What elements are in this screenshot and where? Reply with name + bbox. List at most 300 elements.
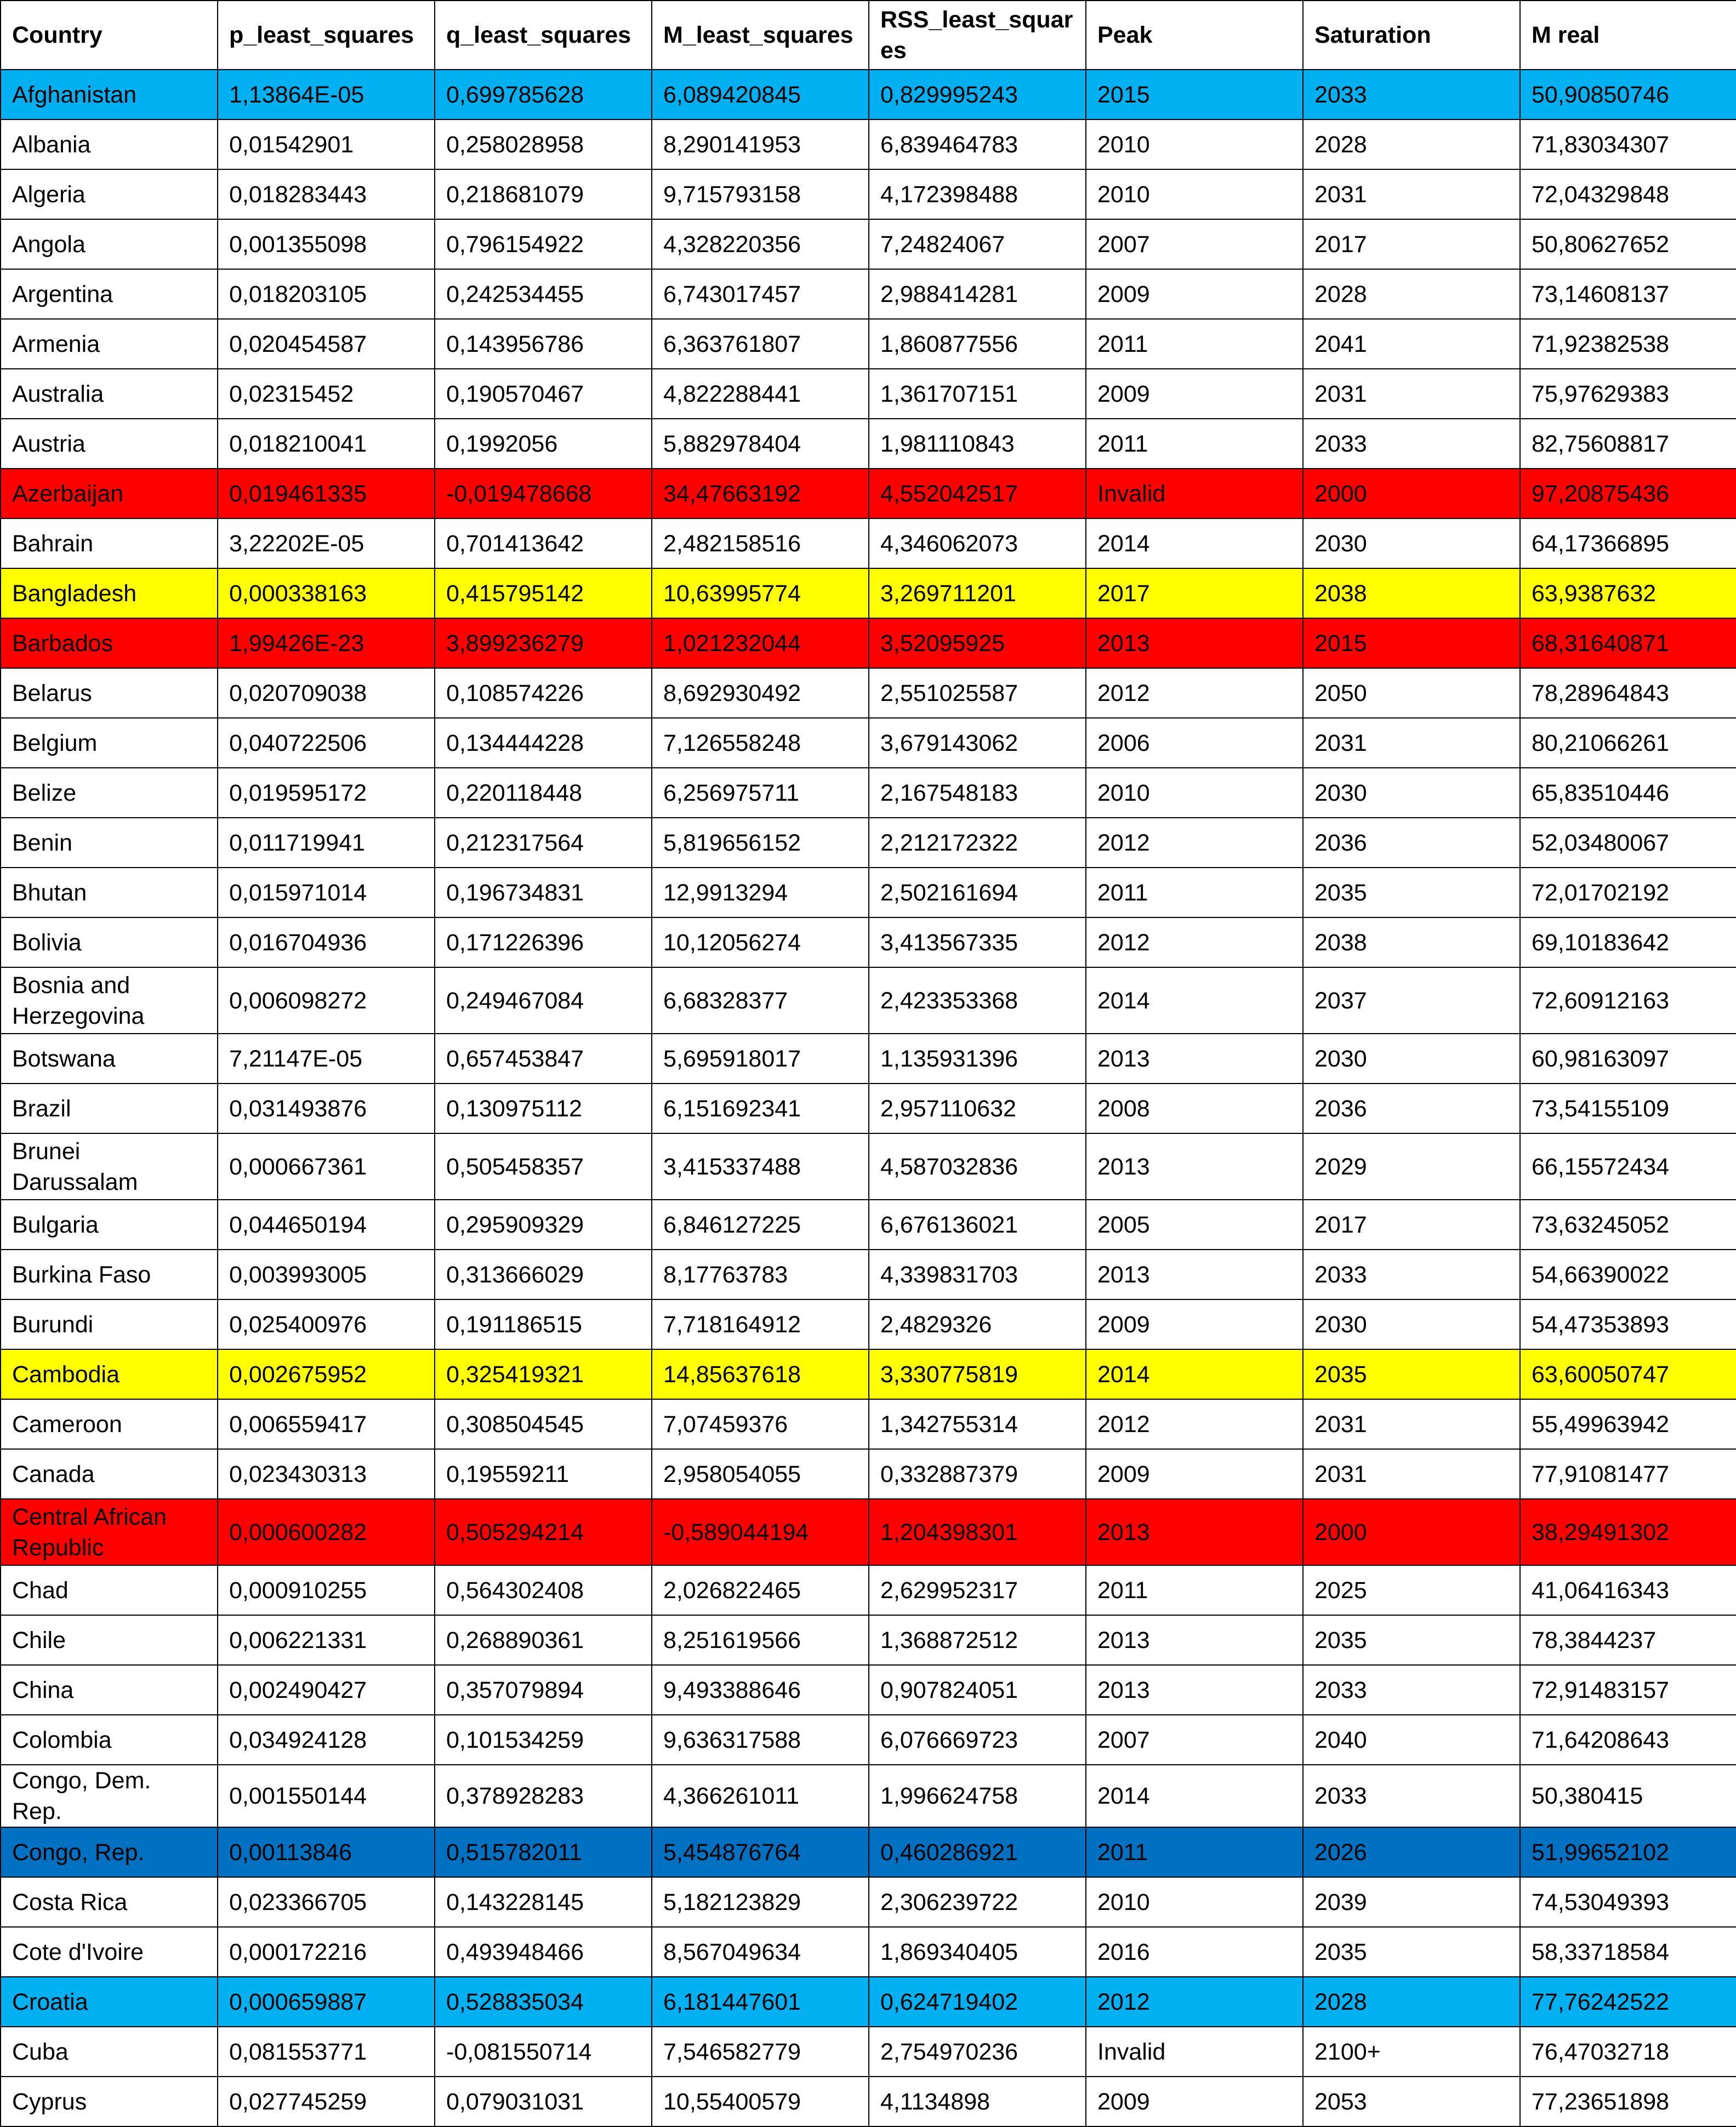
cell-m-least-squares: 8,692930492 — [652, 668, 869, 718]
cell-m-least-squares: 6,256975711 — [652, 768, 869, 818]
cell-peak: 2007 — [1086, 219, 1303, 269]
cell-p-least-squares: 0,040722506 — [218, 718, 435, 768]
cell-saturation: 2040 — [1303, 1715, 1520, 1765]
table-row — [1, 269, 1736, 319]
cell-q-least-squares: 0,701413642 — [435, 518, 652, 568]
cell-m-least-squares: 10,63995774 — [652, 568, 869, 618]
cell-rss-least-squares: 2,629952317 — [869, 1565, 1086, 1615]
cell-q-least-squares: 3,899236279 — [435, 618, 652, 668]
cell-q-least-squares: 0,325419321 — [435, 1349, 652, 1399]
cell-m-real: 71,83034307 — [1520, 119, 1736, 169]
cell-rss-least-squares: 6,676136021 — [869, 1200, 1086, 1250]
cell-m-least-squares: 6,363761807 — [652, 319, 869, 369]
column-header-rss-least-squares: RSS_least_squares — [869, 1, 1086, 70]
cell-p-least-squares: 0,018283443 — [218, 169, 435, 219]
cell-country: Burkina Faso — [1, 1250, 218, 1299]
cell-peak: 2012 — [1086, 818, 1303, 868]
cell-saturation: 2030 — [1303, 768, 1520, 818]
cell-m-least-squares: 6,089420845 — [652, 70, 869, 119]
cell-m-real: 64,17366895 — [1520, 518, 1736, 568]
cell-saturation: 2029 — [1303, 1133, 1520, 1200]
cell-q-least-squares: 0,357079894 — [435, 1665, 652, 1715]
cell-q-least-squares: 0,505458357 — [435, 1133, 652, 1200]
cell-m-least-squares: 5,454876764 — [652, 1827, 869, 1877]
cell-saturation: 2000 — [1303, 1499, 1520, 1565]
cell-saturation: 2033 — [1303, 1765, 1520, 1827]
cell-p-least-squares: 0,011719941 — [218, 818, 435, 868]
cell-p-least-squares: 0,081553771 — [218, 2027, 435, 2077]
cell-q-least-squares: 0,19559211 — [435, 1449, 652, 1499]
cell-peak: Invalid — [1086, 469, 1303, 518]
cell-p-least-squares: 0,016704936 — [218, 917, 435, 967]
cell-saturation: 2000 — [1303, 469, 1520, 518]
column-header-q-least-squares: q_least_squares — [435, 1, 652, 70]
cell-m-least-squares: 10,12056274 — [652, 917, 869, 967]
cell-country: Croatia — [1, 1977, 218, 2027]
column-header-peak: Peak — [1086, 1, 1303, 70]
cell-saturation: 2100+ — [1303, 2027, 1520, 2077]
table-row — [1, 818, 1736, 868]
cell-peak: 2009 — [1086, 1299, 1303, 1349]
cell-saturation: 2017 — [1303, 219, 1520, 269]
cell-rss-least-squares: 1,996624758 — [869, 1765, 1086, 1827]
cell-p-least-squares: 0,01542901 — [218, 119, 435, 169]
cell-saturation: 2028 — [1303, 269, 1520, 319]
cell-p-least-squares: 0,000338163 — [218, 568, 435, 618]
cell-m-least-squares: 8,290141953 — [652, 119, 869, 169]
table-row — [1, 1349, 1736, 1399]
cell-m-least-squares: 6,68328377 — [652, 967, 869, 1034]
cell-peak: 2012 — [1086, 1977, 1303, 2027]
cell-country: Armenia — [1, 319, 218, 369]
cell-q-least-squares: -0,081550714 — [435, 2027, 652, 2077]
cell-p-least-squares: 0,006221331 — [218, 1615, 435, 1665]
cell-rss-least-squares: 6,076669723 — [869, 1715, 1086, 1765]
table-row — [1, 369, 1736, 419]
cell-m-least-squares: 4,822288441 — [652, 369, 869, 419]
cell-saturation: 2035 — [1303, 868, 1520, 917]
table-row — [1, 1250, 1736, 1299]
table-row — [1, 1449, 1736, 1499]
cell-m-least-squares: 9,636317588 — [652, 1715, 869, 1765]
cell-peak: 2011 — [1086, 419, 1303, 469]
cell-country: Burundi — [1, 1299, 218, 1349]
table-body — [1, 70, 1736, 2126]
cell-m-least-squares: 2,482158516 — [652, 518, 869, 568]
cell-rss-least-squares: 4,1134898 — [869, 2077, 1086, 2126]
cell-m-real: 69,10183642 — [1520, 917, 1736, 967]
cell-m-least-squares: 7,546582779 — [652, 2027, 869, 2077]
cell-m-real: 71,64208643 — [1520, 1715, 1736, 1765]
cell-peak: 2012 — [1086, 917, 1303, 967]
cell-peak: 2005 — [1086, 1200, 1303, 1250]
cell-q-least-squares: 0,295909329 — [435, 1200, 652, 1250]
cell-country: Australia — [1, 369, 218, 419]
header-row — [1, 1, 1736, 70]
cell-q-least-squares: 0,242534455 — [435, 269, 652, 319]
cell-rss-least-squares: 4,587032836 — [869, 1133, 1086, 1200]
cell-p-least-squares: 0,044650194 — [218, 1200, 435, 1250]
cell-country: Cote d'Ivoire — [1, 1927, 218, 1977]
table-row — [1, 1665, 1736, 1715]
cell-saturation: 2041 — [1303, 319, 1520, 369]
cell-m-real: 82,75608817 — [1520, 419, 1736, 469]
cell-m-real: 63,9387632 — [1520, 568, 1736, 618]
cell-q-least-squares: 0,101534259 — [435, 1715, 652, 1765]
cell-m-least-squares: 10,55400579 — [652, 2077, 869, 2126]
cell-m-least-squares: 6,743017457 — [652, 269, 869, 319]
cell-m-least-squares: 7,126558248 — [652, 718, 869, 768]
cell-rss-least-squares: 6,839464783 — [869, 119, 1086, 169]
cell-peak: 2009 — [1086, 269, 1303, 319]
cell-m-least-squares: 8,567049634 — [652, 1927, 869, 1977]
cell-p-least-squares: 0,00113846 — [218, 1827, 435, 1877]
cell-saturation: 2030 — [1303, 1299, 1520, 1349]
cell-rss-least-squares: 4,346062073 — [869, 518, 1086, 568]
cell-rss-least-squares: 2,4829326 — [869, 1299, 1086, 1349]
cell-country: Bhutan — [1, 868, 218, 917]
cell-m-real: 72,91483157 — [1520, 1665, 1736, 1715]
cell-m-least-squares: 6,151692341 — [652, 1084, 869, 1133]
cell-rss-least-squares: 4,172398488 — [869, 169, 1086, 219]
cell-m-least-squares: 5,819656152 — [652, 818, 869, 868]
cell-m-real: 80,21066261 — [1520, 718, 1736, 768]
cell-m-real: 73,54155109 — [1520, 1084, 1736, 1133]
column-header-p-least-squares: p_least_squares — [218, 1, 435, 70]
cell-rss-least-squares: 3,269711201 — [869, 568, 1086, 618]
table-row — [1, 119, 1736, 169]
table-row — [1, 2077, 1736, 2126]
cell-p-least-squares: 0,02315452 — [218, 369, 435, 419]
cell-q-least-squares: 0,493948466 — [435, 1927, 652, 1977]
cell-rss-least-squares: 1,860877556 — [869, 319, 1086, 369]
cell-country: China — [1, 1665, 218, 1715]
cell-p-least-squares: 0,000667361 — [218, 1133, 435, 1200]
cell-saturation: 2035 — [1303, 1349, 1520, 1399]
cell-m-real: 50,90850746 — [1520, 70, 1736, 119]
cell-q-least-squares: 0,258028958 — [435, 119, 652, 169]
cell-q-least-squares: 0,191186515 — [435, 1299, 652, 1349]
table-row — [1, 518, 1736, 568]
table-row — [1, 469, 1736, 518]
cell-q-least-squares: 0,657453847 — [435, 1034, 652, 1084]
cell-country: Barbados — [1, 618, 218, 668]
cell-p-least-squares: 0,019595172 — [218, 768, 435, 818]
cell-country: Canada — [1, 1449, 218, 1499]
cell-q-least-squares: 0,218681079 — [435, 169, 652, 219]
cell-country: Bolivia — [1, 917, 218, 967]
table-row — [1, 917, 1736, 967]
table-row — [1, 768, 1736, 818]
cell-q-least-squares: 0,171226396 — [435, 917, 652, 967]
cell-p-least-squares: 0,031493876 — [218, 1084, 435, 1133]
cell-saturation: 2031 — [1303, 1449, 1520, 1499]
cell-p-least-squares: 0,018203105 — [218, 269, 435, 319]
cell-q-least-squares: 0,515782011 — [435, 1827, 652, 1877]
cell-m-least-squares: 9,715793158 — [652, 169, 869, 219]
cell-country: Central African Republic — [1, 1499, 218, 1565]
cell-country: Belarus — [1, 668, 218, 718]
cell-saturation: 2036 — [1303, 1084, 1520, 1133]
cell-saturation: 2050 — [1303, 668, 1520, 718]
table-row — [1, 1715, 1736, 1765]
cell-q-least-squares: 0,220118448 — [435, 768, 652, 818]
cell-country: Congo, Dem. Rep. — [1, 1765, 218, 1827]
cell-q-least-squares: 0,378928283 — [435, 1765, 652, 1827]
cell-peak: 2014 — [1086, 1765, 1303, 1827]
cell-p-least-squares: 0,002675952 — [218, 1349, 435, 1399]
cell-q-least-squares: 0,190570467 — [435, 369, 652, 419]
cell-m-least-squares: 5,695918017 — [652, 1034, 869, 1084]
table-row — [1, 1399, 1736, 1449]
cell-peak: 2016 — [1086, 1927, 1303, 1977]
cell-peak: 2006 — [1086, 718, 1303, 768]
cell-p-least-squares: 0,000600282 — [218, 1499, 435, 1565]
cell-p-least-squares: 0,023430313 — [218, 1449, 435, 1499]
cell-m-least-squares: 5,182123829 — [652, 1877, 869, 1927]
cell-peak: 2012 — [1086, 1399, 1303, 1449]
cell-q-least-squares: 0,699785628 — [435, 70, 652, 119]
cell-country: Argentina — [1, 269, 218, 319]
cell-q-least-squares: 0,313666029 — [435, 1250, 652, 1299]
cell-p-least-squares: 0,020709038 — [218, 668, 435, 718]
cell-rss-least-squares: 1,135931396 — [869, 1034, 1086, 1084]
cell-m-least-squares: -0,589044194 — [652, 1499, 869, 1565]
table-row — [1, 1034, 1736, 1084]
cell-peak: 2012 — [1086, 668, 1303, 718]
cell-q-least-squares: 0,143956786 — [435, 319, 652, 369]
cell-peak: 2011 — [1086, 319, 1303, 369]
cell-p-least-squares: 1,99426E-23 — [218, 618, 435, 668]
cell-saturation: 2033 — [1303, 1250, 1520, 1299]
cell-m-least-squares: 12,9913294 — [652, 868, 869, 917]
table-row — [1, 1133, 1736, 1200]
cell-m-real: 50,80627652 — [1520, 219, 1736, 269]
cell-saturation: 2035 — [1303, 1927, 1520, 1977]
cell-country: Azerbaijan — [1, 469, 218, 518]
cell-m-real: 77,91081477 — [1520, 1449, 1736, 1499]
cell-m-real: 72,60912163 — [1520, 967, 1736, 1034]
table-row — [1, 1927, 1736, 1977]
cell-peak: 2011 — [1086, 868, 1303, 917]
cell-m-real: 72,04329848 — [1520, 169, 1736, 219]
cell-rss-least-squares: 1,981110843 — [869, 419, 1086, 469]
cell-m-least-squares: 3,415337488 — [652, 1133, 869, 1200]
cell-m-real: 60,98163097 — [1520, 1034, 1736, 1084]
cell-m-least-squares: 14,85637618 — [652, 1349, 869, 1399]
cell-p-least-squares: 0,000172216 — [218, 1927, 435, 1977]
table-row — [1, 1615, 1736, 1665]
cell-q-least-squares: 0,143228145 — [435, 1877, 652, 1927]
table-row — [1, 419, 1736, 469]
cell-saturation: 2031 — [1303, 369, 1520, 419]
cell-rss-least-squares: 3,52095925 — [869, 618, 1086, 668]
cell-q-least-squares: 0,134444228 — [435, 718, 652, 768]
cell-p-least-squares: 0,027745259 — [218, 2077, 435, 2126]
cell-m-least-squares: 4,366261011 — [652, 1765, 869, 1827]
cell-peak: 2011 — [1086, 1565, 1303, 1615]
cell-peak: 2008 — [1086, 1084, 1303, 1133]
cell-peak: 2010 — [1086, 169, 1303, 219]
cell-m-real: 50,380415 — [1520, 1765, 1736, 1827]
cell-country: Bangladesh — [1, 568, 218, 618]
cell-saturation: 2031 — [1303, 169, 1520, 219]
cell-m-real: 58,33718584 — [1520, 1927, 1736, 1977]
cell-m-real: 41,06416343 — [1520, 1565, 1736, 1615]
table-row — [1, 1200, 1736, 1250]
cell-rss-least-squares: 4,339831703 — [869, 1250, 1086, 1299]
cell-rss-least-squares: 2,754970236 — [869, 2027, 1086, 2077]
cell-rss-least-squares: 2,167548183 — [869, 768, 1086, 818]
table-row — [1, 568, 1736, 618]
cell-p-least-squares: 0,018210041 — [218, 419, 435, 469]
cell-country: Colombia — [1, 1715, 218, 1765]
cell-m-least-squares: 7,07459376 — [652, 1399, 869, 1449]
table-row — [1, 668, 1736, 718]
cell-peak: 2013 — [1086, 1615, 1303, 1665]
cell-country: Bahrain — [1, 518, 218, 568]
column-header-saturation: Saturation — [1303, 1, 1520, 70]
cell-saturation: 2033 — [1303, 70, 1520, 119]
cell-peak: 2011 — [1086, 1827, 1303, 1877]
cell-q-least-squares: 0,212317564 — [435, 818, 652, 868]
cell-p-least-squares: 0,034924128 — [218, 1715, 435, 1765]
cell-p-least-squares: 0,006098272 — [218, 967, 435, 1034]
cell-m-real: 97,20875436 — [1520, 469, 1736, 518]
cell-p-least-squares: 3,22202E-05 — [218, 518, 435, 568]
cell-p-least-squares: 0,020454587 — [218, 319, 435, 369]
cell-country: Bosnia and Herzegovina — [1, 967, 218, 1034]
cell-m-real: 54,66390022 — [1520, 1250, 1736, 1299]
cell-m-real: 73,63245052 — [1520, 1200, 1736, 1250]
cell-peak: 2013 — [1086, 1133, 1303, 1200]
cell-rss-least-squares: 0,332887379 — [869, 1449, 1086, 1499]
cell-peak: 2010 — [1086, 768, 1303, 818]
cell-m-least-squares: 6,846127225 — [652, 1200, 869, 1250]
cell-saturation: 2033 — [1303, 1665, 1520, 1715]
cell-m-least-squares: 8,251619566 — [652, 1615, 869, 1665]
cell-rss-least-squares: 3,679143062 — [869, 718, 1086, 768]
cell-peak: 2010 — [1086, 119, 1303, 169]
cell-saturation: 2038 — [1303, 568, 1520, 618]
column-header-country: Country — [1, 1, 218, 70]
cell-m-least-squares: 1,021232044 — [652, 618, 869, 668]
cell-country: Angola — [1, 219, 218, 269]
cell-m-least-squares: 9,493388646 — [652, 1665, 869, 1715]
cell-peak: 2007 — [1086, 1715, 1303, 1765]
cell-m-least-squares: 2,958054055 — [652, 1449, 869, 1499]
cell-q-least-squares: 0,108574226 — [435, 668, 652, 718]
cell-saturation: 2026 — [1303, 1827, 1520, 1877]
cell-peak: 2013 — [1086, 1034, 1303, 1084]
cell-saturation: 2033 — [1303, 419, 1520, 469]
cell-q-least-squares: 0,1992056 — [435, 419, 652, 469]
table-row — [1, 169, 1736, 219]
cell-m-real: 71,92382538 — [1520, 319, 1736, 369]
cell-p-least-squares: 0,001550144 — [218, 1765, 435, 1827]
table-row — [1, 2027, 1736, 2077]
cell-country: Austria — [1, 419, 218, 469]
cell-saturation: 2053 — [1303, 2077, 1520, 2126]
cell-m-real: 77,23651898 — [1520, 2077, 1736, 2126]
cell-rss-least-squares: 3,330775819 — [869, 1349, 1086, 1399]
table-row — [1, 319, 1736, 369]
table-row — [1, 618, 1736, 668]
cell-saturation: 2028 — [1303, 1977, 1520, 2027]
cell-saturation: 2030 — [1303, 518, 1520, 568]
cell-m-real: 77,76242522 — [1520, 1977, 1736, 2027]
cell-saturation: 2031 — [1303, 1399, 1520, 1449]
column-header-m-real: M real — [1520, 1, 1736, 70]
cell-country: Albania — [1, 119, 218, 169]
cell-rss-least-squares: 2,212172322 — [869, 818, 1086, 868]
cell-m-least-squares: 7,718164912 — [652, 1299, 869, 1349]
cell-m-real: 73,14608137 — [1520, 269, 1736, 319]
cell-country: Benin — [1, 818, 218, 868]
table-row — [1, 1827, 1736, 1877]
cell-q-least-squares: 0,249467084 — [435, 967, 652, 1034]
cell-peak: 2009 — [1086, 1449, 1303, 1499]
cell-rss-least-squares: 0,624719402 — [869, 1977, 1086, 2027]
table-row — [1, 1977, 1736, 2027]
cell-q-least-squares: 0,308504545 — [435, 1399, 652, 1449]
cell-p-least-squares: 0,006559417 — [218, 1399, 435, 1449]
cell-p-least-squares: 0,000659887 — [218, 1977, 435, 2027]
table-row — [1, 219, 1736, 269]
cell-saturation: 2035 — [1303, 1615, 1520, 1665]
cell-q-least-squares: 0,268890361 — [435, 1615, 652, 1665]
cell-peak: 2013 — [1086, 1250, 1303, 1299]
cell-saturation: 2038 — [1303, 917, 1520, 967]
cell-m-least-squares: 5,882978404 — [652, 419, 869, 469]
cell-p-least-squares: 0,003993005 — [218, 1250, 435, 1299]
cell-rss-least-squares: 2,551025587 — [869, 668, 1086, 718]
cell-rss-least-squares: 1,361707151 — [869, 369, 1086, 419]
cell-country: Belgium — [1, 718, 218, 768]
cell-p-least-squares: 0,002490427 — [218, 1665, 435, 1715]
cell-q-least-squares: 0,796154922 — [435, 219, 652, 269]
cell-p-least-squares: 0,019461335 — [218, 469, 435, 518]
cell-m-least-squares: 2,026822465 — [652, 1565, 869, 1615]
cell-m-real: 63,60050747 — [1520, 1349, 1736, 1399]
cell-peak: 2009 — [1086, 2077, 1303, 2126]
cell-rss-least-squares: 3,413567335 — [869, 917, 1086, 967]
cell-m-real: 55,49963942 — [1520, 1399, 1736, 1449]
cell-country: Brazil — [1, 1084, 218, 1133]
cell-q-least-squares: 0,505294214 — [435, 1499, 652, 1565]
cell-country: Chile — [1, 1615, 218, 1665]
cell-saturation: 2028 — [1303, 119, 1520, 169]
cell-m-real: 54,47353893 — [1520, 1299, 1736, 1349]
cell-rss-least-squares: 2,306239722 — [869, 1877, 1086, 1927]
cell-saturation: 2017 — [1303, 1200, 1520, 1250]
cell-saturation: 2025 — [1303, 1565, 1520, 1615]
cell-q-least-squares: 0,564302408 — [435, 1565, 652, 1615]
cell-rss-least-squares: 2,957110632 — [869, 1084, 1086, 1133]
cell-country: Botswana — [1, 1034, 218, 1084]
table-row — [1, 1299, 1736, 1349]
cell-peak: 2014 — [1086, 967, 1303, 1034]
cell-saturation: 2030 — [1303, 1034, 1520, 1084]
cell-saturation: 2036 — [1303, 818, 1520, 868]
column-header-m-least-squares: M_least_squares — [652, 1, 869, 70]
cell-m-real: 38,29491302 — [1520, 1499, 1736, 1565]
cell-peak: 2009 — [1086, 369, 1303, 419]
cell-m-real: 51,99652102 — [1520, 1827, 1736, 1877]
cell-m-least-squares: 8,17763783 — [652, 1250, 869, 1299]
cell-p-least-squares: 0,001355098 — [218, 219, 435, 269]
cell-q-least-squares: -0,019478668 — [435, 469, 652, 518]
